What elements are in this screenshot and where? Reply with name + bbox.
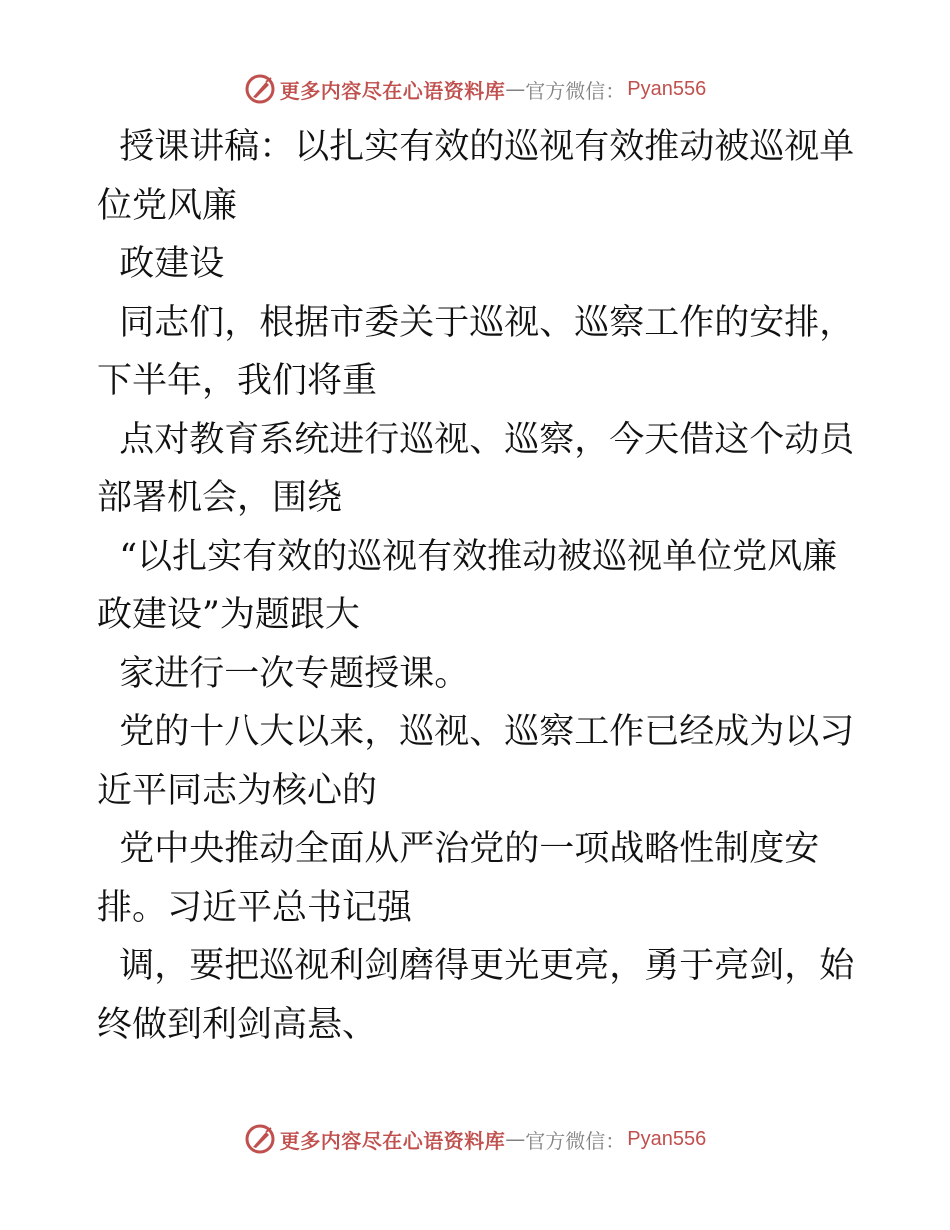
banner-wechat-id: Pyan556 (627, 1127, 707, 1150)
text-line: 政建设 (97, 244, 225, 284)
text-line: 调，要把巡视利剑磨得更光更亮，勇于亮剑，始 (97, 946, 855, 986)
banner-separator: — (505, 77, 526, 101)
quill-pen-logo-icon (244, 73, 276, 105)
text-line: 授课讲稿：以扎实有效的巡视有效推动被巡视单 (97, 127, 855, 167)
quill-pen-logo-icon (244, 1123, 276, 1155)
banner-official-label: 官方微信： (525, 1128, 626, 1153)
text-line: 位党风廉 (97, 185, 238, 226)
text-line: 党中央推动全面从严治党的一项战略性制度安 (97, 829, 820, 869)
text-line: 政建设”为题跟大 (97, 595, 360, 635)
document-body (97, 118, 857, 1054)
banner-separator: — (505, 1127, 526, 1151)
footer-banner (0, 1122, 950, 1156)
text-line: 点对教育系统进行巡视、巡察，今天借这个动员 (97, 419, 855, 460)
banner-wechat-id: Pyan556 (627, 77, 707, 100)
banner-title: 更多内容尽在心语资料库 (279, 78, 506, 103)
text-line: 近平同志为核心的 (97, 770, 378, 811)
text-line: “以扎实有效的巡视有效推动被巡视单位党风廉 (97, 536, 838, 577)
banner-official-label: 官方微信： (525, 78, 626, 103)
text-line: 家进行一次专题授课。 (97, 653, 470, 694)
text-line: 部署机会，围绕 (97, 478, 343, 518)
text-line: 终做到利剑高悬、 (97, 1004, 378, 1045)
text-line: 党的十八大以来，巡视、巡察工作已经成为以习 (97, 712, 855, 752)
text-line: 排。习近平总书记强 (97, 887, 413, 928)
text-line: 同志们，根据市委关于巡视、巡察工作的安排， (97, 302, 855, 343)
text-line: 下半年，我们将重 (97, 361, 378, 401)
header-banner (0, 72, 950, 106)
banner-title: 更多内容尽在心语资料库 (279, 1128, 506, 1153)
